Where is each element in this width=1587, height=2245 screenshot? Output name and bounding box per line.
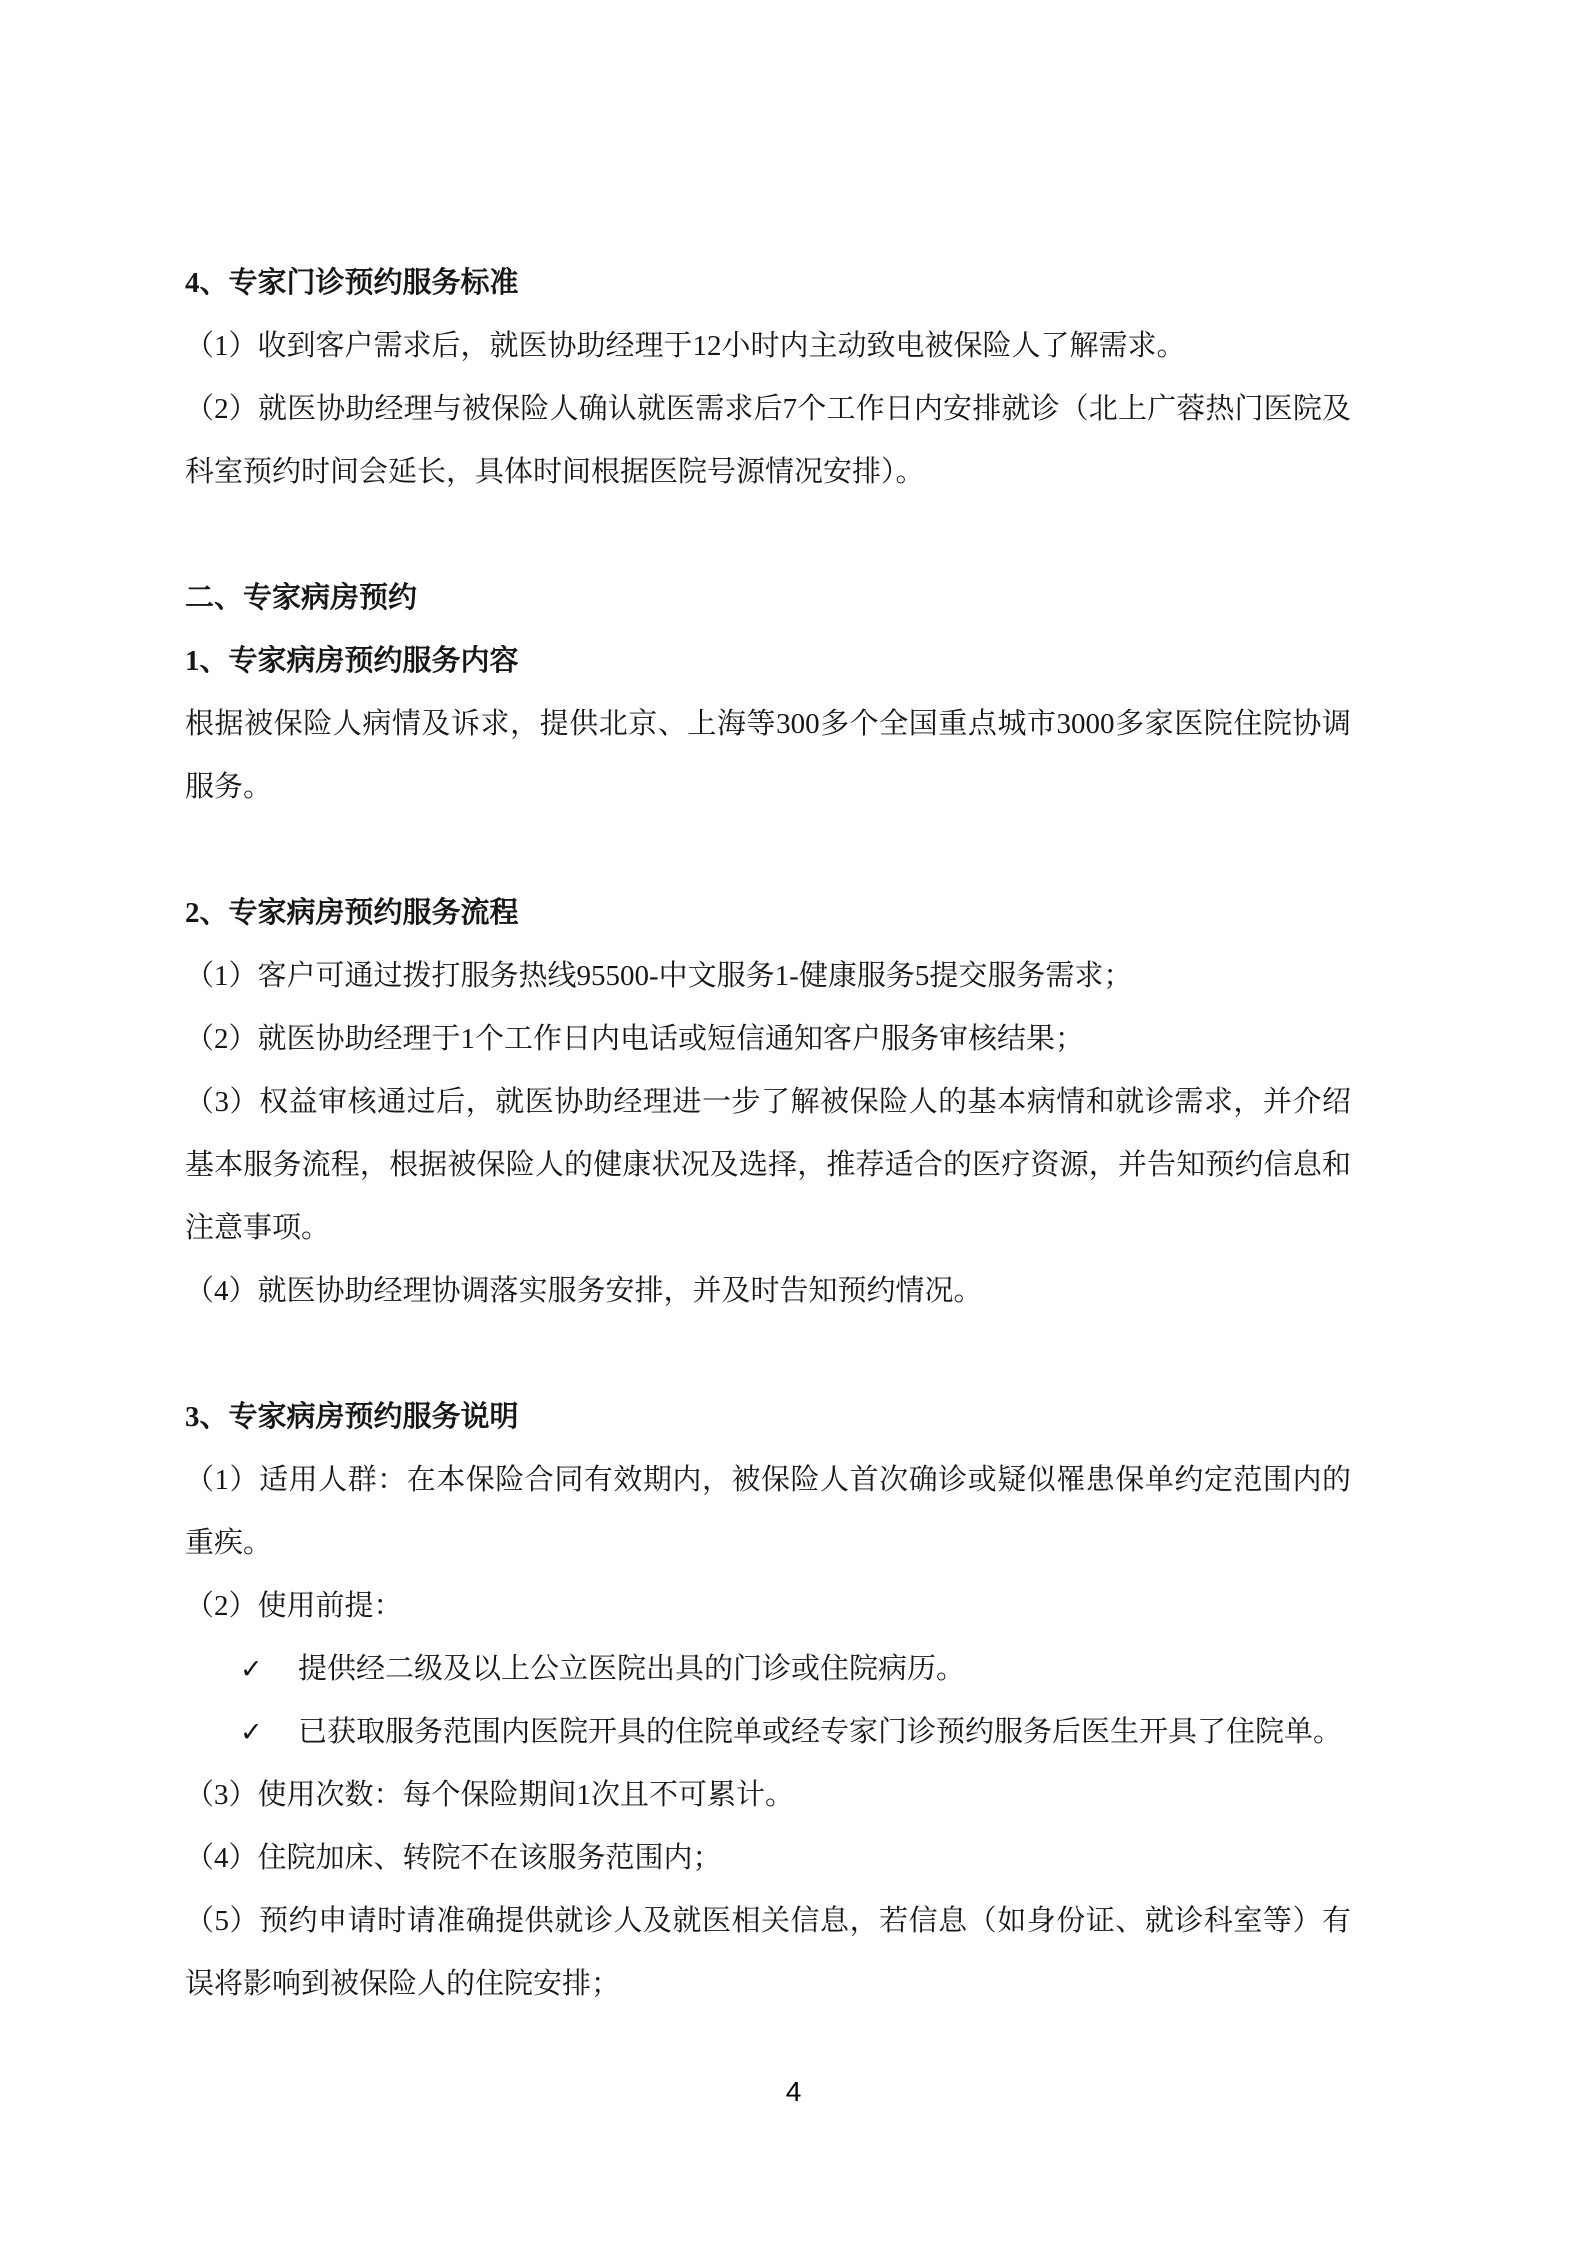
paragraph-ward-process-3: （3）权益审核通过后，就医协助经理进一步了解被保险人的基本病情和就诊需求，并介绍基本服务流程，根据被保险人的健康状况及选择，推荐适合的医疗资源，并告知预约信息和注意事项。 (185, 1086, 1351, 1244)
paragraph-ward-notes-5: （5）预约申请时请准确提供就诊人及就医相关信息，若信息（如身份证、就诊科室等）有误将影响到被保险人的住院安排； (185, 1905, 1351, 2000)
checklist-item-text: 提供经二级及以上公立医院出具的门诊或住院病历。 (298, 1653, 966, 1685)
paragraph-ward-notes-4: （4）住院加床、转院不在该服务范围内； (185, 1842, 722, 1874)
heading-ward-notes: 3、专家病房预约服务说明 (185, 1401, 519, 1433)
heading-outpatient-standard: 4、专家门诊预约服务标准 (185, 267, 519, 299)
heading-ward-content: 1、专家病房预约服务内容 (185, 645, 519, 677)
paragraph-ward-process-4: （4）就医协助经理协调落实服务安排，并及时告知预约情况。 (185, 1275, 983, 1307)
paragraph-ward-notes-3: （3）使用次数：每个保险期间1次且不可累计。 (185, 1779, 795, 1811)
paragraph-ward-content: 根据被保险人病情及诉求，提供北京、上海等300多个全国重点城市3000多家医院住院协调服务。 (185, 708, 1351, 803)
paragraph-outpatient-standard-2: （2）就医协助经理与被保险人确认就医需求后7个工作日内安排就诊（北上广蓉热门医院及科室预约时间会延长，具体时间根据医院号源情况安排）。 (185, 393, 1351, 488)
paragraph-ward-notes-1: （1）适用人群：在本保险合同有效期内，被保险人首次确诊或疑似罹患保单约定范围内的重疾。 (185, 1464, 1351, 1559)
heading-ward-booking: 二、专家病房预约 (185, 582, 418, 614)
paragraph-outpatient-standard-1: （1）收到客户需求后，就医协助经理于12小时内主动致电被保险人了解需求。 (185, 330, 1186, 362)
document-content (185, 252, 1351, 2016)
page-number: 4 (785, 2076, 802, 2107)
paragraph-ward-process-2: （2）就医协助经理于1个工作日内电话或短信通知客户服务审核结果； (185, 1023, 1085, 1055)
check-icon: ✓ (240, 1654, 263, 1685)
paragraph-ward-notes-2: （2）使用前提： (185, 1590, 403, 1622)
checklist-item (185, 1638, 1351, 1701)
paragraph-ward-process-1: （1）客户可通过拨打服务热线95500-中文服务1-健康服务5提交服务需求； (185, 960, 1133, 992)
check-icon: ✓ (240, 1717, 263, 1748)
heading-ward-process: 2、专家病房预约服务流程 (185, 897, 519, 929)
checklist-item (185, 1701, 1351, 1764)
checklist-item-text: 已获取服务范围内医院开具的住院单或经专家门诊预约服务后医生开具了住院单。 (298, 1716, 1343, 1748)
